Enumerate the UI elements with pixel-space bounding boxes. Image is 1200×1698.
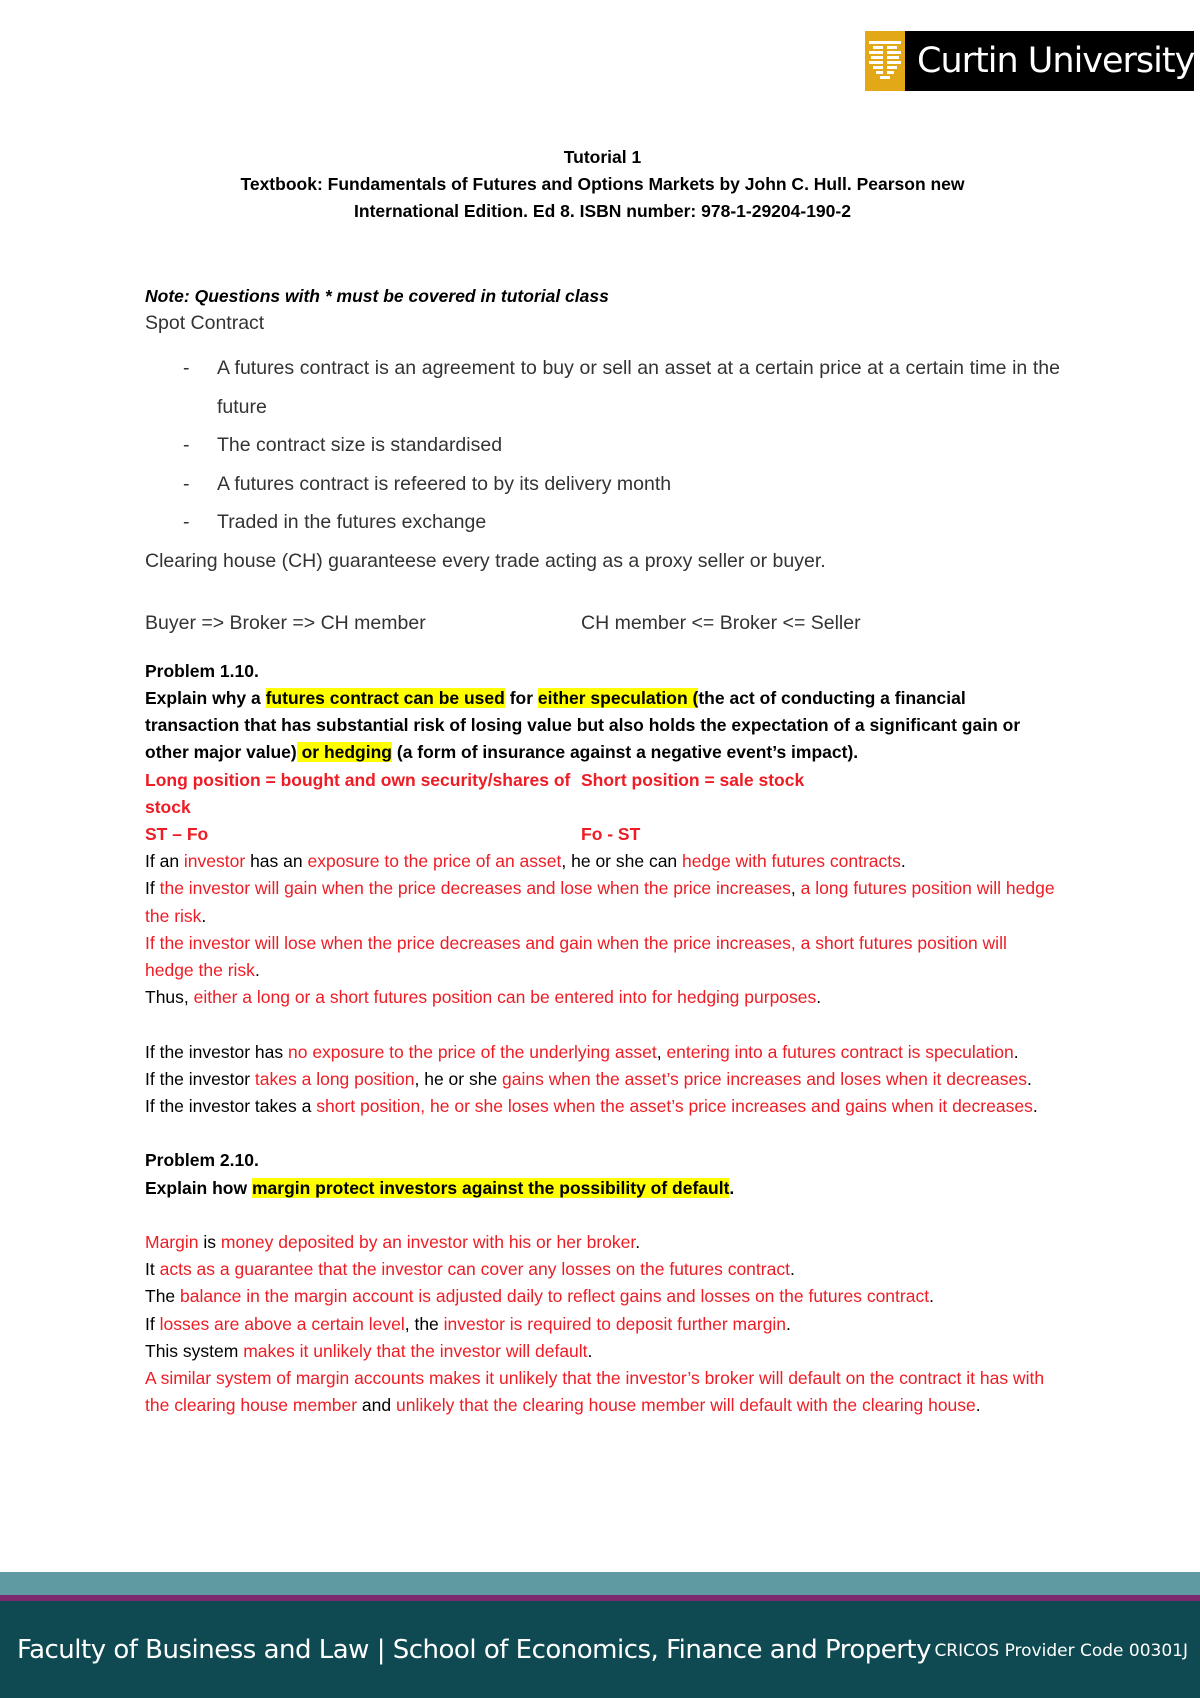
trade-chain <box>145 604 1060 642</box>
spot-contract-list <box>145 349 1060 542</box>
list-item: - A futures contract is refeered to by its delivery month <box>183 472 672 495</box>
answer-paragraph: If an investor has an exposure to the price of an asset, he or she can hedge with futures contracts. <box>145 851 906 872</box>
position-formulas <box>145 821 1060 848</box>
problem-2-question: Explain how margin protect investors against the possibility of default. <box>145 1177 735 1198</box>
long-position-label: Long position = bought and own security/shares of stock <box>145 769 571 817</box>
position-labels <box>145 767 1060 821</box>
list-item: - The contract size is standardised <box>183 434 503 457</box>
clearing-house-text: Clearing house (CH) guaranteese every trade acting as a proxy seller or buyer. <box>145 549 826 572</box>
short-formula: Fo - ST <box>581 823 641 844</box>
problem-1-question: Explain why a futures contract can be used for either speculation (the act of conducting a financial transaction that has substantial risk of losing value but also holds the expectation of a significant gain or other major value) or hedging (a form of insurance against a negative event’s impact). <box>145 687 1021 763</box>
answer-paragraph: If the investor takes a long position, he or she gains when the asset’s price increases and loses when it decreases. <box>145 1068 1032 1089</box>
seller-chain: CH member <= Broker <= Seller <box>581 611 861 634</box>
answer-paragraph: If the investor has no exposure to the price of the underlying asset, entering into a futures contract is speculation. <box>145 1041 1019 1062</box>
textbook-line-1: Textbook: Fundamentals of Futures and Options Markets by John C. Hull. Pearson new <box>240 174 965 195</box>
answer-paragraph: If losses are above a certain level, the investor is required to deposit further margin. <box>145 1313 791 1334</box>
tutorial-note: Note: Questions with * must be covered in tutorial class <box>145 285 609 306</box>
answer-paragraph: If the investor takes a short position, he or she loses when the asset’s price increases and gains when it decreases. <box>145 1095 1038 1116</box>
answer-paragraph: This system makes it unlikely that the investor will default. <box>145 1340 593 1361</box>
long-formula: ST – Fo <box>145 823 209 844</box>
answer-paragraph: If the investor will gain when the price decreases and lose when the price increases, a long futures position will hedge the risk. <box>145 878 1055 926</box>
footer-cricos-code: CRICOS Provider Code 00301J <box>934 1641 1188 1661</box>
spot-contract-heading: Spot Contract <box>145 312 265 334</box>
answer-paragraph: It acts as a guarantee that the investor can cover any losses on the futures contract. <box>145 1259 795 1280</box>
problem-1-heading: Problem 1.10. <box>145 660 259 681</box>
footer-faculty-text: Faculty of Business and Law | School of Economics, Finance and Property <box>17 1635 932 1665</box>
answer-paragraph: Margin is money deposited by an investor with his or her broker. <box>145 1231 641 1252</box>
footer-stripe-teal <box>0 1572 1200 1595</box>
answer-paragraph: If the investor will lose when the price decreases and gain when the price increases, a short futures position will hedge the risk. <box>145 932 1007 980</box>
textbook-line-2: International Edition. Ed 8. ISBN number: 978-1-29204-190-2 <box>354 201 851 222</box>
document-body <box>145 144 1060 1419</box>
curtin-logo <box>865 31 1195 91</box>
answer-paragraph: The balance in the margin account is adjusted daily to reflect gains and losses on the futures contract. <box>145 1286 934 1307</box>
answer-paragraph: A similar system of margin accounts makes it unlikely that the investor’s broker will default on the contract it has with the clearing house member and unlikely that the clearing house member will default with the clearing house. <box>145 1367 1045 1416</box>
buyer-chain: Buyer => Broker => CH member <box>145 611 426 634</box>
list-item: - A futures contract is an agreement to buy or sell an asset at a certain price at a certain time in the future <box>183 357 1060 418</box>
list-item: - Traded in the futures exchange <box>183 511 487 534</box>
tutorial-title: Tutorial 1 <box>563 147 642 167</box>
logo-wordmark: Curtin University <box>905 31 1194 91</box>
answer-paragraph: Thus, either a long or a short futures position can be entered into for hedging purposes. <box>145 987 822 1008</box>
footer <box>0 1601 1200 1698</box>
curtin-crest-icon <box>865 31 905 91</box>
short-position-label: Short position = sale stock <box>581 769 805 790</box>
problem-2-heading: Problem 2.10. <box>145 1150 259 1171</box>
